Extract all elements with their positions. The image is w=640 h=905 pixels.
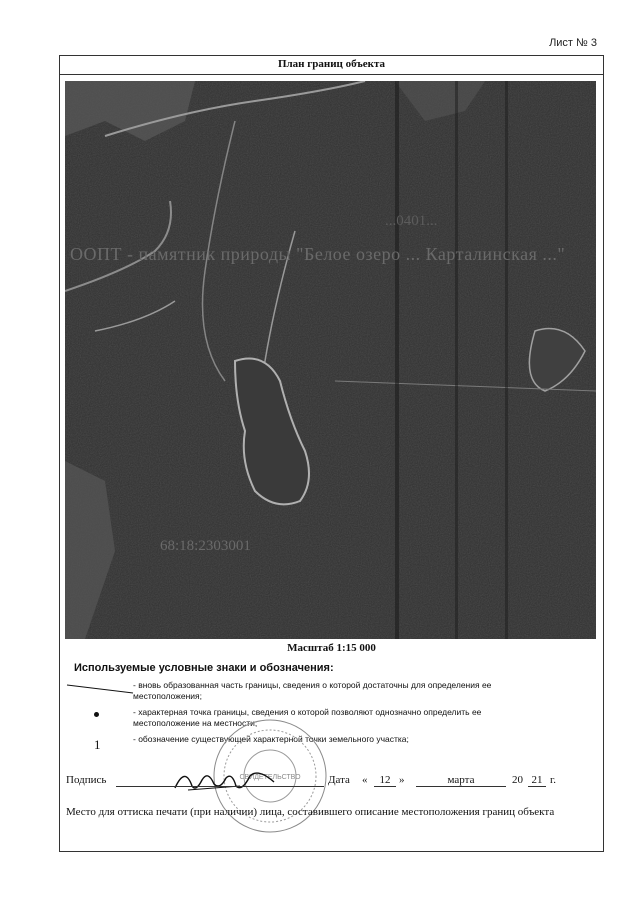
legend-item-point: - характерная точка границы, сведения о которой позволяют однозначно определить ее местоположение на местности; [133, 707, 482, 728]
dot-icon [94, 712, 99, 717]
date-day: 12 [374, 774, 396, 787]
signature-label: Подпись [66, 774, 107, 786]
title-divider [60, 74, 603, 75]
legend-item-existing-point: - обозначение существующей характерной точки земельного участка; [133, 734, 409, 744]
map-area-label: ООПТ - памятник природы "Белое озеро ... Карталинская ..." [70, 244, 566, 264]
legend-title: Используемые условные знаки и обозначения: [74, 662, 334, 674]
date-year: 21 [528, 774, 546, 787]
signature-row [66, 772, 596, 792]
legend-item-boundary: - вновь образованная часть границы, сведения о которой достаточны для определения ее местоположения; [133, 680, 492, 701]
signature-line [116, 774, 324, 787]
year-unit: г. [550, 774, 557, 786]
svg-text:СВИДЕТЕЛЬСТВО: СВИДЕТЕЛЬСТВО [239, 774, 301, 781]
quote-close: » [399, 774, 405, 786]
sheet-number: Лист № 3 [549, 37, 597, 49]
date-label: Дата [328, 774, 350, 786]
line-icon [65, 683, 135, 695]
map-top-label: ...0401... [385, 213, 438, 229]
date-month: марта [416, 774, 506, 787]
quote-open: « [362, 774, 368, 786]
map-image [65, 81, 596, 639]
cadastral-number-label: 68:18:2303001 [160, 538, 251, 554]
number-1-symbol: 1 [94, 737, 101, 752]
boundary-map [65, 81, 596, 639]
document-frame [59, 55, 604, 852]
stamp-place-note: Место для оттиска печати (при наличии) лица, составившего описание местоположения границ объекта [66, 806, 555, 818]
year-prefix: 20 [512, 774, 523, 786]
plan-title: План границ объекта [277, 58, 386, 70]
map-scale: Масштаб 1:15 000 [287, 642, 376, 654]
